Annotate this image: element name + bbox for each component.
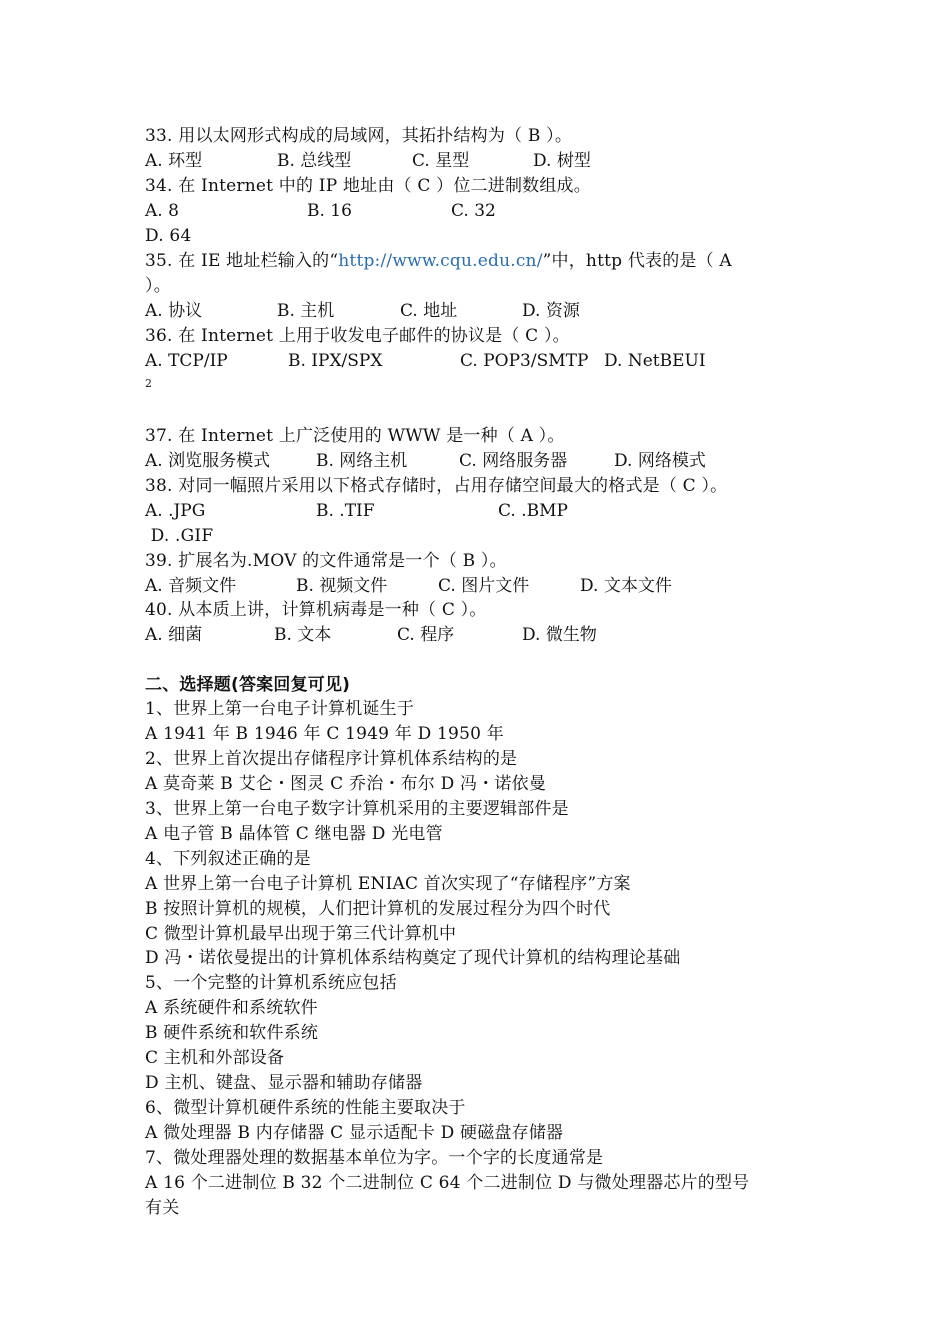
- part2-line: B 按照计算机的规模，人们把计算机的发展过程分为四个时代: [145, 899, 611, 919]
- question-38-option-c: C. .BMP: [498, 501, 568, 521]
- question-35-option-c: C. 地址: [400, 301, 458, 321]
- question-33-option-a: A. 环型: [145, 151, 203, 171]
- question-34-stem: 34. 在 Internet 中的 IP 地址由（ C ）位二进制数组成。: [145, 176, 591, 196]
- question-36-option-d: D. NetBEUI: [604, 351, 706, 371]
- part2-line: 7、微处理器处理的数据基本单位为字。一个字的长度通常是: [145, 1148, 604, 1168]
- question-39-option-c: C. 图片文件: [438, 576, 530, 596]
- question-37-option-d: D. 网络模式: [614, 451, 706, 471]
- part2-line: B 硬件系统和软件系统: [145, 1023, 319, 1043]
- question-39-stem: 39. 扩展名为.MOV 的文件通常是一个（ B ）。: [145, 551, 507, 571]
- question-36-option-b: B. IPX/SPX: [288, 351, 383, 371]
- question-37-option-b: B. 网络主机: [316, 451, 408, 471]
- question-38-option-a: A. .JPG: [145, 501, 206, 521]
- question-35-stem: [145, 249, 732, 273]
- question-39-option-b: B. 视频文件: [296, 576, 388, 596]
- question-35-stem-end: ”中，http 代表的是（ A: [542, 251, 732, 271]
- question-38-stem: 38. 对同一幅照片采用以下格式存储时，占用存储空间最大的格式是（ C ）。: [145, 476, 728, 496]
- question-33-option-b: B. 总线型: [277, 151, 352, 171]
- page-number: 2: [145, 377, 153, 390]
- question-35-stem-start: 35. 在 IE 地址栏输入的“: [145, 251, 339, 271]
- question-40-option-c: C. 程序: [397, 625, 455, 645]
- question-35-url: http://www.cqu.edu.cn/: [338, 251, 543, 271]
- question-35-option-d: D. 资源: [522, 301, 580, 321]
- part2-line: 6、微型计算机硬件系统的性能主要取决于: [145, 1098, 466, 1118]
- part2-line: 3、世界上第一台电子数字计算机采用的主要逻辑部件是: [145, 799, 569, 819]
- question-33-option-d: D. 树型: [533, 151, 591, 171]
- question-34-option-c: C. 32: [451, 201, 496, 221]
- part2-line: C 微型计算机最早出现于第三代计算机中: [145, 924, 457, 944]
- question-35-stem-tail: ）。: [145, 276, 171, 296]
- question-36-option-c: C. POP3/SMTP: [460, 351, 589, 371]
- question-35-option-a: A. 协议: [145, 301, 203, 321]
- question-34-option-b: B. 16: [307, 201, 352, 221]
- question-37-option-a: A. 浏览服务模式: [145, 451, 271, 471]
- part2-line: C 主机和外部设备: [145, 1048, 285, 1068]
- question-40-stem: 40. 从本质上讲，计算机病毒是一种（ C ）。: [145, 600, 487, 620]
- part2-line: A 16 个二进制位 B 32 个二进制位 C 64 个二进制位 D 与微处理器芯片的型号: [145, 1173, 750, 1193]
- part2-line: D 冯・诺依曼提出的计算机体系结构奠定了现代计算机的结构理论基础: [145, 948, 681, 968]
- question-40-option-b: B. 文本: [274, 625, 332, 645]
- question-40-option-d: D. 微生物: [522, 625, 597, 645]
- question-34-option-d: D. 64: [145, 226, 192, 246]
- question-38-option-d: D. .GIF: [145, 526, 214, 546]
- question-40-option-a: A. 细菌: [145, 625, 203, 645]
- part2-line: 5、一个完整的计算机系统应包括: [145, 973, 397, 993]
- question-39-option-d: D. 文本文件: [580, 576, 672, 596]
- question-36-stem: 36. 在 Internet 上用于收发电子邮件的协议是（ C ）。: [145, 326, 570, 346]
- part2-line: A 电子管 B 晶体管 C 继电器 D 光电管: [145, 824, 443, 844]
- part2-line: 1、世界上第一台电子计算机诞生于: [145, 699, 415, 719]
- part2-line: A 1941 年 B 1946 年 C 1949 年 D 1950 年: [145, 724, 504, 744]
- question-35-option-b: B. 主机: [277, 301, 335, 321]
- question-38-option-b: B. .TIF: [316, 501, 375, 521]
- part2-line: 有关: [145, 1198, 180, 1218]
- question-36-option-a: A. TCP/IP: [145, 351, 228, 371]
- part2-line: A 莫奇莱 B 艾仑・图灵 C 乔治・布尔 D 冯・诺依曼: [145, 774, 547, 794]
- question-39-option-a: A. 音频文件: [145, 576, 237, 596]
- part2-line: A 世界上第一台电子计算机 ENIAC 首次实现了“存储程序”方案: [145, 874, 631, 894]
- question-33-stem: 33. 用以太网形式构成的局域网，其拓扑结构为（ B ）。: [145, 126, 573, 146]
- part2-line: 4、下列叙述正确的是: [145, 849, 311, 869]
- part2-line: A 微处理器 B 内存储器 C 显示适配卡 D 硬磁盘存储器: [145, 1123, 564, 1143]
- part2-line: A 系统硬件和系统软件: [145, 998, 318, 1018]
- part2-line: D 主机、键盘、显示器和辅助存储器: [145, 1073, 423, 1093]
- question-37-option-c: C. 网络服务器: [459, 451, 568, 471]
- section-heading: 二、选择题(答案回复可见): [145, 675, 351, 695]
- question-37-stem: 37. 在 Internet 上广泛使用的 WWW 是一种（ A ）。: [145, 426, 565, 446]
- part2-line: 2、世界上首次提出存储程序计算机体系结构的是: [145, 749, 518, 769]
- question-33-option-c: C. 星型: [412, 151, 470, 171]
- question-34-option-a: A. 8: [145, 201, 179, 221]
